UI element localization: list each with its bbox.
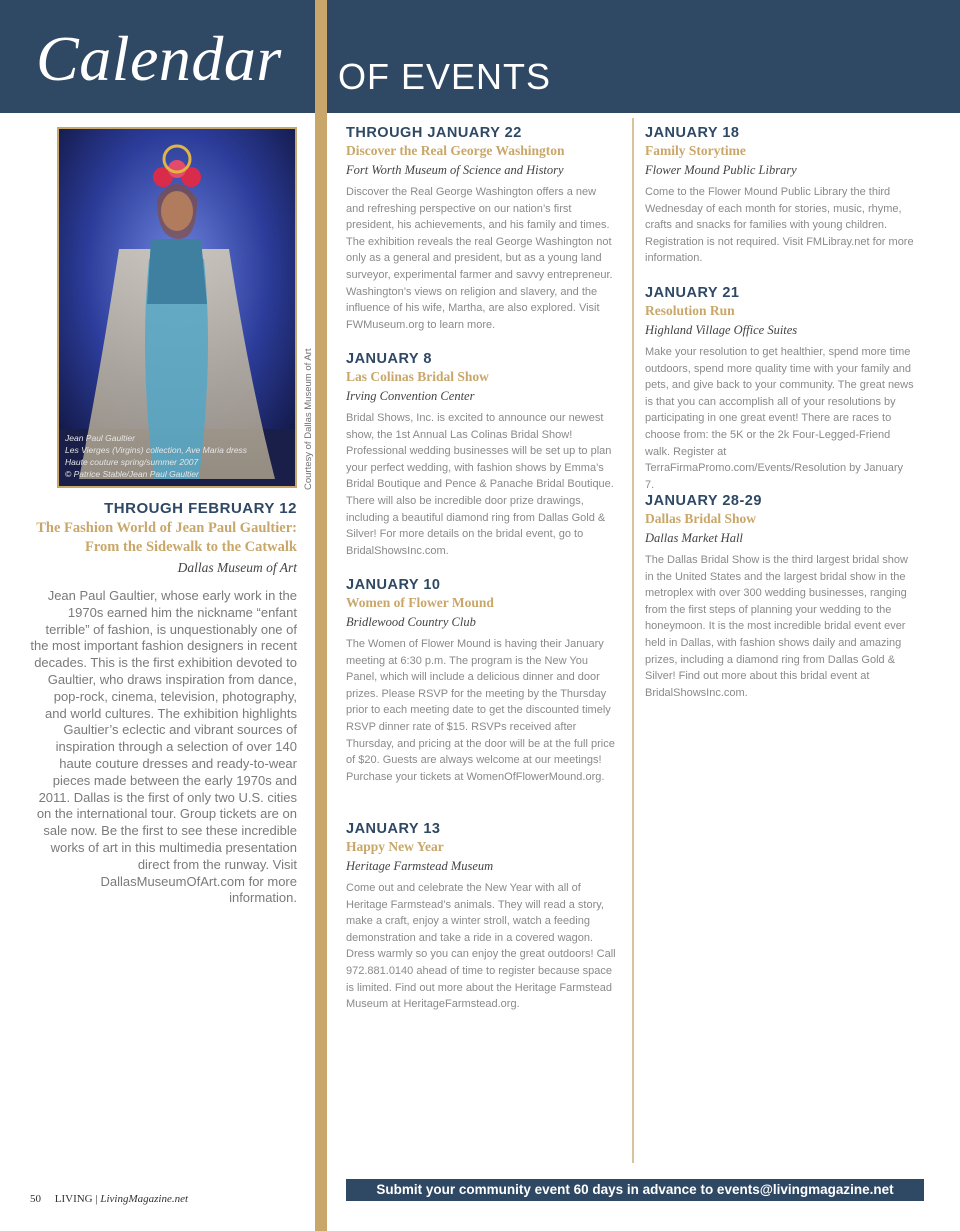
page-footer	[30, 1193, 188, 1205]
event-item	[645, 285, 915, 493]
event-date: JANUARY 28-29	[645, 493, 762, 509]
event-title: Women of Flower Mound	[346, 595, 494, 610]
photo-caption	[65, 432, 247, 480]
event-description: Come to the Flower Mound Public Library the third Wednesday of each month for stories, music, rhyme, crafts and snacks for families with young children. Registration is not required. Visit FMLibray.net for more information.	[645, 186, 914, 265]
page-title: Calendar	[36, 23, 282, 94]
event-description: Make your resolution to get healthier, spend more time outdoors, spend more quality time with your family and pets, and give back to your community. The great news is that you can accomplish all of your resolutions by participating in one great event! There are races to choose from: the 5K or the 2k Four-Legged-Friend walk. Register at TerraFirmaPromo.com/Events/Resolution by January 7.	[645, 346, 914, 491]
event-title: Family Storytime	[645, 143, 746, 158]
event-title	[30, 519, 297, 557]
event-title-line: The Fashion World of Jean Paul Gaultier:	[36, 520, 297, 536]
event-title: Resolution Run	[645, 303, 735, 318]
event-item	[645, 493, 915, 701]
event-venue: Fort Worth Museum of Science and History	[346, 163, 564, 177]
gold-divider-bar	[315, 0, 327, 1231]
event-description: The Dallas Bridal Show is the third largest bridal show in the United States and the largest bridal show in the metroplex with over 300 wedding businesses, ranging from the first steps of planning your wedding to the honeymoon. It is the most incredible bridal event ever held in Dallas, with fashion shows daily and amazing prizes, including a diamond ring from Dallas Gold & Silver! Find out more about this bridal event at BridalShowsInc.com.	[645, 554, 908, 699]
event-description: The Women of Flower Mound is having their January meeting at 6:30 p.m. The program is the New You Panel, which will include a delicious dinner and door prizes. Please RSVP for the meeting by the Thursday prior to each meeting date to get the discounted timely RSVP dinner rate of $15. RSVPs received after Thursday, and pricing at the door will be at the full price of $20. Guests are always welcome at our meetings! Purchase your tickets at WomenOfFlowerMound.org.	[346, 638, 615, 783]
page-subtitle: OF EVENTS	[338, 56, 552, 97]
event-description: Jean Paul Gaultier, whose early work in the 1970s earned him the nickname “enfant terrible” of fashion, is unquestionably one of the most important fashion designers in recent decades. This is the first exhibition devoted to Gaultier, who draws inspiration from dance, pop-rock, cinema, television, photography, and world cultures. The exhibition highlights Gaultier’s eclectic and vibrant sources of inspiration through a selection of over 140 haute couture dresses and ready-to-wear pieces made between the early 1970s and 2011. Dallas is the first of only two U.S. cities on the international tour. Group tickets are on sale now. Be the first to see these incredible works of art in this multimedia presentation direct from the runway. Visit DallasMuseumOfArt.com for more information.	[30, 588, 297, 906]
event-item	[346, 125, 616, 333]
event-description: Discover the Real George Washington offers a new and refreshing perspective on our nation’s first president, his achievements, and his family and times. The exhibition reveals the real George Washington not only as a general and president, but as a young land surveyor, experimental farmer and savvy entrepreneur. Washington’s views on religion and slavery, and the influence of his wife, Martha, are also explored. Visit FWMuseum.org to learn more.	[346, 186, 613, 331]
event-item	[346, 577, 616, 785]
event-date: THROUGH FEBRUARY 12	[104, 500, 297, 517]
event-venue: Bridlewood Country Club	[346, 615, 476, 629]
footer-separator: |	[95, 1193, 98, 1205]
magazine-website: LivingMagazine.net	[100, 1193, 189, 1205]
event-description: Come out and celebrate the New Year with all of Heritage Farmstead’s animals. They will read a story, make a craft, enjoy a winter stroll, watch a feeding demonstration and take a ride in a covered wagon. Dress warmly so you can enjoy the great outdoors! Call 972.881.0140 ahead of time to register because space is limited. Find out more about the Heritage Farmstead Museum at HeritageFarmstead.org.	[346, 882, 616, 1011]
photo-credit: Courtesy of Dallas Museum of Art	[303, 348, 314, 490]
event-item	[645, 125, 915, 267]
event-date: JANUARY 18	[645, 125, 740, 141]
event-venue: Dallas Museum of Art	[177, 560, 297, 575]
event-title: Happy New Year	[346, 839, 444, 854]
event-date: JANUARY 21	[645, 285, 740, 301]
event-venue: Highland Village Office Suites	[645, 323, 798, 337]
feature-event	[30, 500, 297, 907]
event-venue: Dallas Market Hall	[645, 531, 743, 545]
submit-event-banner: Submit your community event 60 days in advance to events@livingmagazine.net	[346, 1179, 924, 1201]
feature-photo	[57, 127, 297, 488]
caption-line: Haute couture spring/summer 2007	[65, 457, 199, 467]
magazine-name: LIVING	[54, 1193, 93, 1205]
event-item	[346, 351, 616, 559]
event-title: Dallas Bridal Show	[645, 511, 757, 526]
caption-line: Les Vierges (Virgins) collection, Ave Maria dress	[65, 445, 248, 455]
event-item	[346, 821, 616, 1013]
event-date: JANUARY 10	[346, 577, 441, 593]
event-venue: Irving Convention Center	[346, 389, 475, 403]
page-header	[0, 0, 960, 113]
event-title-line: From the Sidewalk to the Catwalk	[85, 539, 297, 555]
event-description: Bridal Shows, Inc. is excited to announce our newest show, the 1st Annual Las Colinas Bridal Show! Professional wedding businesses will be set up to plan your perfect wedding, with fashion shows by Emma’s Bridal Boutique and Pence & Panache Bridal Boutique. There will also be incredible door prize drawings, including a beautiful diamond ring from Dallas Gold & Silver! For more details on the bridal event, go to BridalShowsInc.com.	[346, 412, 614, 557]
event-title: Discover the Real George Washington	[346, 143, 565, 158]
event-date: THROUGH JANUARY 22	[346, 125, 522, 141]
event-date: JANUARY 13	[346, 821, 441, 837]
event-venue: Flower Mound Public Library	[645, 163, 797, 177]
column-divider	[632, 118, 634, 1163]
event-title: Las Colinas Bridal Show	[346, 369, 489, 384]
page-number: 50	[30, 1193, 41, 1205]
event-venue: Heritage Farmstead Museum	[346, 859, 494, 873]
caption-line: Jean Paul Gaultier	[65, 433, 135, 443]
event-date: JANUARY 8	[346, 351, 432, 367]
caption-line: © Patrice Stable/Jean Paul Gaultier	[65, 469, 199, 479]
